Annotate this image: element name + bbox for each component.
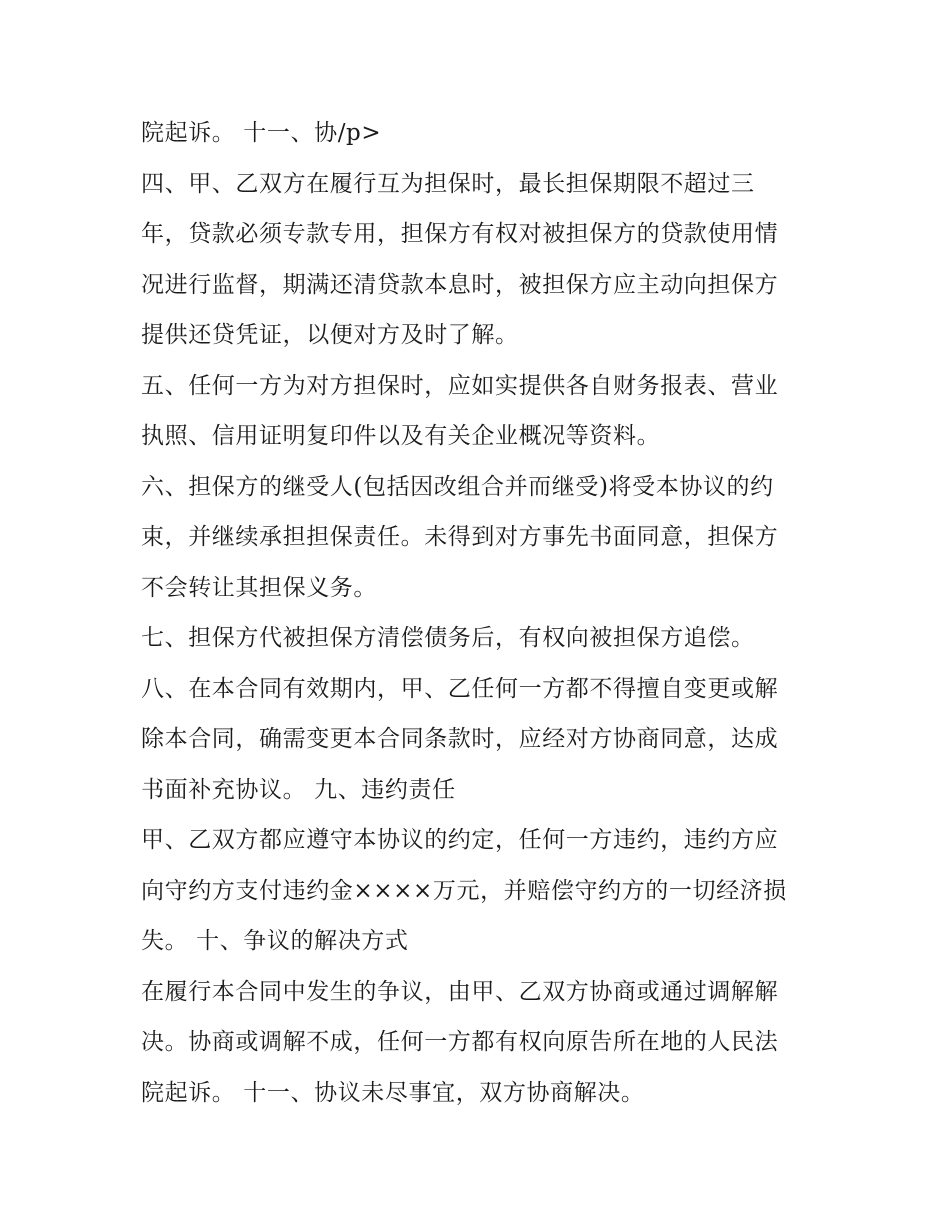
text-line: 书面补充协议。 九、违约责任 [141, 776, 456, 803]
text-line: 失。 十、争议的解决方式 [141, 928, 409, 954]
text-line: 除本合同，确需变更本合同条款时，应经对方协商同意，达成 [141, 726, 779, 752]
text-line: 决。协商或调解不成，任何一方都有权向原告所在地的人民法 [141, 1029, 779, 1055]
text-line: 在履行本合同中发生的争议，由甲、乙双方协商或通过调解解 [141, 978, 779, 1005]
document-body [141, 108, 821, 1118]
text-line: 五、任何一方为对方担保时，应如实提供各自财务报表、营业 [141, 372, 779, 399]
text-line: 况进行监督，期满还清贷款本息时，被担保方应主动向担保方 [141, 271, 779, 298]
text-line: 四、甲、乙双方在履行互为担保时，最长担保期限不超过三 [141, 170, 755, 197]
text-line: 不会转让其担保义务。 [141, 574, 377, 601]
text-line: 束，并继续承担担保责任。未得到对方事先书面同意，担保方 [141, 524, 779, 550]
text-line: 六、担保方的继受人(包括因改组合并而继受)将受本协议的约 [141, 473, 774, 500]
text-line: 甲、乙双方都应遵守本协议的约定，任何一方违约，违约方应 [141, 827, 779, 853]
text-line: 院起诉。 十一、协/p> [141, 120, 382, 146]
text-line: 向守约方支付违约金××××万元，并赔偿守约方的一切经济损 [141, 877, 787, 904]
text-line: 执照、信用证明复印件以及有关企业概况等资料。 [141, 423, 661, 449]
text-line: 八、在本合同有效期内，甲、乙任何一方都不得擅自变更或解 [141, 675, 779, 702]
text-line: 七、担保方代被担保方清偿债务后，有权向被担保方追偿。 [141, 625, 755, 651]
text-line: 提供还贷凭证，以便对方及时了解。 [141, 322, 519, 348]
text-line: 院起诉。 十一、协议未尽事宜，双方协商解决。 [141, 1079, 645, 1106]
text-line: 年，贷款必须专款专用，担保方有权对被担保方的贷款使用情 [141, 221, 779, 247]
